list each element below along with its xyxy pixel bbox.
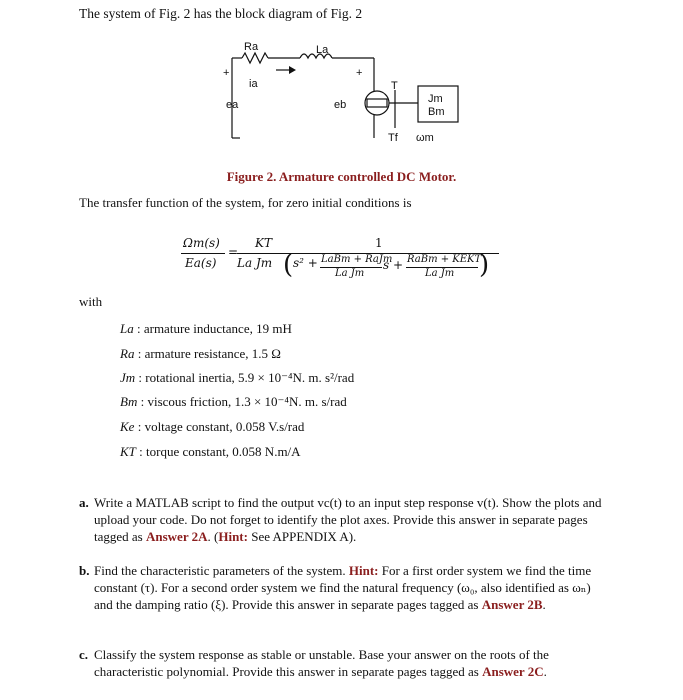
intro-text: The system of Fig. 2 has the block diagram of Fig. 2 <box>79 6 363 21</box>
param-ke: Ke : voltage constant, 0.058 V.s/rad <box>120 419 305 434</box>
tf-intro: The transfer function of the system, for zero initial conditions is <box>79 195 412 210</box>
equals-sign: = <box>228 245 239 259</box>
question-a: a. Write a MATLAB script to find the output vc(t) to an input step response v(t). Show the plots and upload your code. Do not forget to identify the plot axes. Provide this answer in separate pages tagged as Answer 2A. (Hint: See APPENDIX A). <box>79 495 602 544</box>
with-label: with <box>79 294 103 309</box>
bm-label: Bm <box>428 106 445 118</box>
question-c: c. Classify the system response as stable or unstable. Base your answer on the roots of the characteristic polynomial. Provide this answer in separate pages tagged as Answer 2C. <box>79 647 549 679</box>
param-ra: Ra : armature resistance, 1.5 Ω <box>120 346 281 361</box>
last-numerator: RaBm + KEKT <box>407 254 482 265</box>
s-squared-term: s² + <box>293 256 318 270</box>
lhs-denominator: Ea(s) <box>185 256 217 270</box>
jm-label: Jm <box>428 93 443 105</box>
ra-label: Ra <box>244 41 259 53</box>
lhs-numerator: Ωm(s) <box>183 236 220 250</box>
param-bm: Bm : viscous friction, 1.3 × 10⁻⁴N. m. s/rad <box>120 394 347 409</box>
kt-numerator: KT <box>255 236 272 250</box>
tf-label: Tf <box>388 132 398 144</box>
transfer-function: Ωm(s) Ea(s) = KT 1 La Jm ( s² + LaBm + RaJm La Jm s + RaBm + KEKT La Jm ) <box>175 236 505 286</box>
eb-label: eb <box>334 99 347 111</box>
mid-numerator: LaBm + RaJm <box>321 254 393 265</box>
torque-label: T <box>391 80 398 92</box>
omega-label: ωm <box>416 132 434 144</box>
ea-label: ea <box>226 99 239 111</box>
plus-right-label: + <box>356 67 363 79</box>
param-jm: Jm : rotational inertia, 5.9 × 10⁻⁴N. m. s²/rad <box>120 370 355 385</box>
one-numerator: 1 <box>375 236 383 250</box>
figure-caption: Figure 2. Armature controlled DC Motor. <box>226 169 457 184</box>
s-plus-term: s + <box>383 258 404 272</box>
param-kt: KT : torque constant, 0.058 N.m/A <box>120 444 301 459</box>
la-label: La <box>316 44 329 56</box>
param-la: La : armature inductance, 19 mH <box>120 321 292 336</box>
last-denominator: La Jm <box>425 268 455 279</box>
la-jm-factor: La Jm <box>237 256 273 270</box>
mid-denominator: La Jm <box>335 268 365 279</box>
plus-left-label: + <box>223 67 230 79</box>
ia-label: ia <box>249 78 258 90</box>
resistor-ra <box>242 53 268 63</box>
question-b: b. Find the characteristic parameters of the system. Hint: For a first order system we find the time constant (τ). For a second order system we find the natural frequency (ω₀, also identified as ωₙ) and the damping ratio (ξ). Provide this answer in separate pages tagged as Answer 2B. <box>79 563 592 612</box>
